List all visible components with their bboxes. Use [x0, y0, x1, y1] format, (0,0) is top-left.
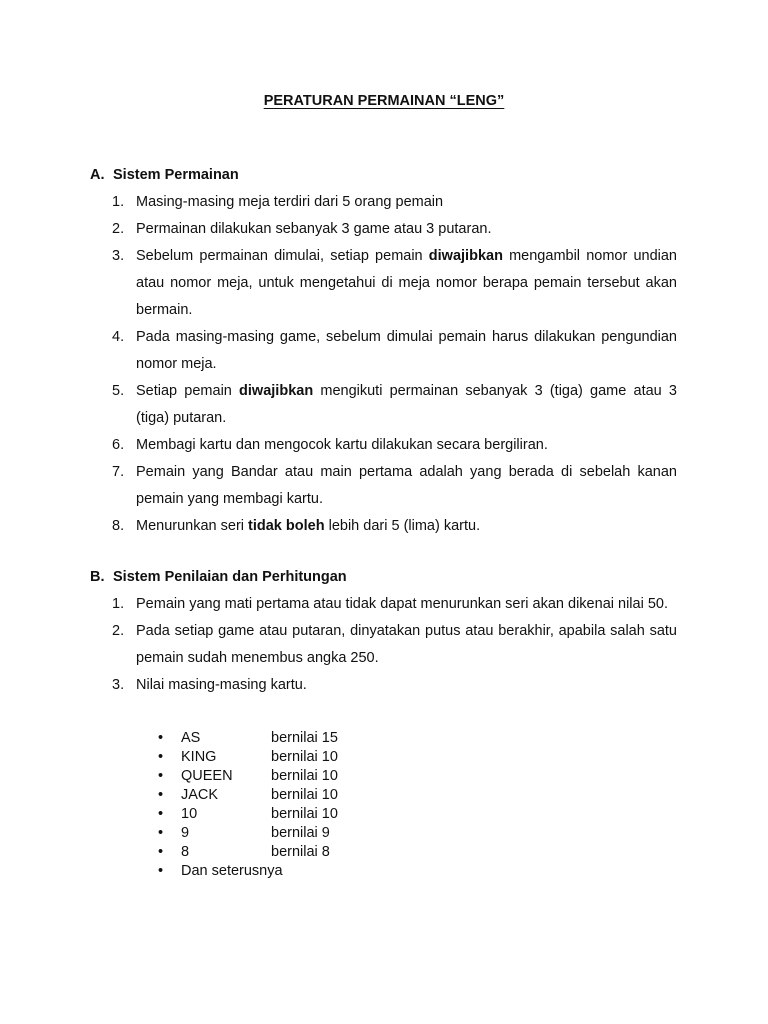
section-a-title: Sistem Permainan: [113, 167, 239, 183]
list-item-text: [136, 459, 677, 513]
bullet-icon: •: [158, 730, 164, 746]
card-value-item: [156, 843, 338, 862]
card-name: 10: [181, 806, 198, 822]
card-value-item: [156, 748, 338, 767]
bullet-icon: •: [158, 863, 164, 879]
list-item-number: 7.: [112, 464, 125, 480]
section-b-label: B.: [90, 569, 105, 585]
list-item: [112, 459, 677, 513]
section-b-heading: [90, 569, 347, 585]
card-value-item: [156, 862, 338, 881]
text-run: Membagi kartu dan mengocok kartu dilakukan secara bergiliran.: [136, 437, 548, 453]
list-item-number: 3.: [112, 248, 125, 264]
list-item-number: 3.: [112, 677, 125, 693]
list-item-number: 8.: [112, 518, 125, 534]
text-run: Masing-masing meja terdiri dari 5 orang pemain: [136, 194, 444, 210]
list-item-text: [136, 243, 677, 324]
bullet-icon: •: [158, 844, 164, 860]
list-item: [112, 432, 677, 459]
list-item-text: [136, 378, 677, 432]
card-value: bernilai 9: [271, 825, 330, 841]
list-item-text: [136, 513, 677, 540]
list-item-number: 1.: [112, 596, 125, 612]
bullet-icon: •: [158, 806, 164, 822]
card-value: bernilai 10: [271, 768, 338, 784]
bullet-icon: •: [158, 825, 164, 841]
card-name: JACK: [181, 787, 219, 803]
emphasis-text: diwajibkan: [239, 383, 314, 399]
text-run: Setiap pemain: [136, 383, 240, 399]
list-item-text: [136, 591, 677, 618]
card-value: bernilai 10: [271, 806, 338, 822]
list-item: [112, 513, 677, 540]
list-item-text: [136, 672, 677, 699]
section-b-title: Sistem Penilaian dan Perhitungan: [113, 569, 347, 585]
list-item-text: [136, 216, 677, 243]
list-item-number: 2.: [112, 221, 125, 237]
card-value: bernilai 15: [271, 730, 338, 746]
emphasis-text: diwajibkan: [428, 248, 503, 264]
section-a-label: A.: [90, 167, 105, 183]
bullet-icon: •: [158, 787, 164, 803]
list-item: [112, 591, 677, 618]
section-a-list: [112, 189, 677, 540]
bullet-icon: •: [158, 749, 164, 765]
list-item: [112, 243, 677, 324]
card-value-item: [156, 767, 338, 786]
card-value: bernilai 10: [271, 749, 338, 765]
list-item: [112, 672, 677, 699]
card-name: Dan seterusnya: [181, 863, 283, 879]
card-name: AS: [181, 730, 201, 746]
list-item-text: [136, 189, 677, 216]
title-text: PERATURAN PERMAINAN “LENG”: [263, 93, 505, 109]
card-name: 8: [181, 844, 190, 860]
text-run: Pada masing-masing game, sebelum dimulai pemain harus dilakukan pengundian nomor meja.: [136, 329, 677, 372]
bullet-icon: •: [158, 768, 164, 784]
card-value-item: [156, 805, 338, 824]
section-b-list: [112, 591, 677, 699]
list-item-number: 4.: [112, 329, 125, 345]
card-value: bernilai 10: [271, 787, 338, 803]
list-item-text: [136, 432, 677, 459]
list-item: [112, 216, 677, 243]
text-run: Sebelum permainan dimulai, setiap pemain: [136, 248, 429, 264]
card-value-item: [156, 824, 338, 843]
list-item: [112, 378, 677, 432]
card-value-item: [156, 786, 338, 805]
card-value-item: [156, 729, 338, 748]
list-item-number: 1.: [112, 194, 125, 210]
emphasis-text: tidak boleh: [248, 518, 325, 534]
card-values-list: [156, 729, 338, 881]
text-run: Menurunkan seri: [136, 518, 249, 534]
card-value: bernilai 8: [271, 844, 330, 860]
text-run: Pada setiap game atau putaran, dinyatakan putus atau berakhir, apabila salah satu pemain sudah menembus angka 250.: [136, 623, 677, 666]
text-run: Pemain yang mati pertama atau tidak dapat menurunkan seri akan dikenai nilai 50.: [136, 596, 668, 612]
text-run: lebih dari 5 (lima) kartu.: [324, 518, 481, 534]
text-run: Permainan dilakukan sebanyak 3 game atau 3 putaran.: [136, 221, 492, 237]
card-name: 9: [181, 825, 190, 841]
text-run: Nilai masing-masing kartu.: [136, 677, 307, 693]
list-item: [112, 324, 677, 378]
list-item-number: 5.: [112, 383, 125, 399]
section-a-heading: [90, 167, 239, 183]
text-run: mengikuti permainan sebanyak 3 (tiga) game atau 3 (tiga) putaran.: [136, 383, 677, 426]
list-item-number: 2.: [112, 623, 125, 639]
list-item-text: [136, 324, 677, 378]
list-item-number: 6.: [112, 437, 125, 453]
list-item: [112, 618, 677, 672]
list-item-text: [136, 618, 677, 672]
list-item: [112, 189, 677, 216]
card-name: KING: [181, 749, 217, 765]
text-run: mengambil nomor undian atau nomor meja, untuk mengetahui di meja nomor berapa pemain tersebut akan bermain.: [136, 248, 677, 318]
card-name: QUEEN: [181, 768, 233, 784]
text-run: Pemain yang Bandar atau main pertama adalah yang berada di sebelah kanan pemain yang membagi kartu.: [136, 464, 677, 507]
document-title: [0, 93, 768, 109]
